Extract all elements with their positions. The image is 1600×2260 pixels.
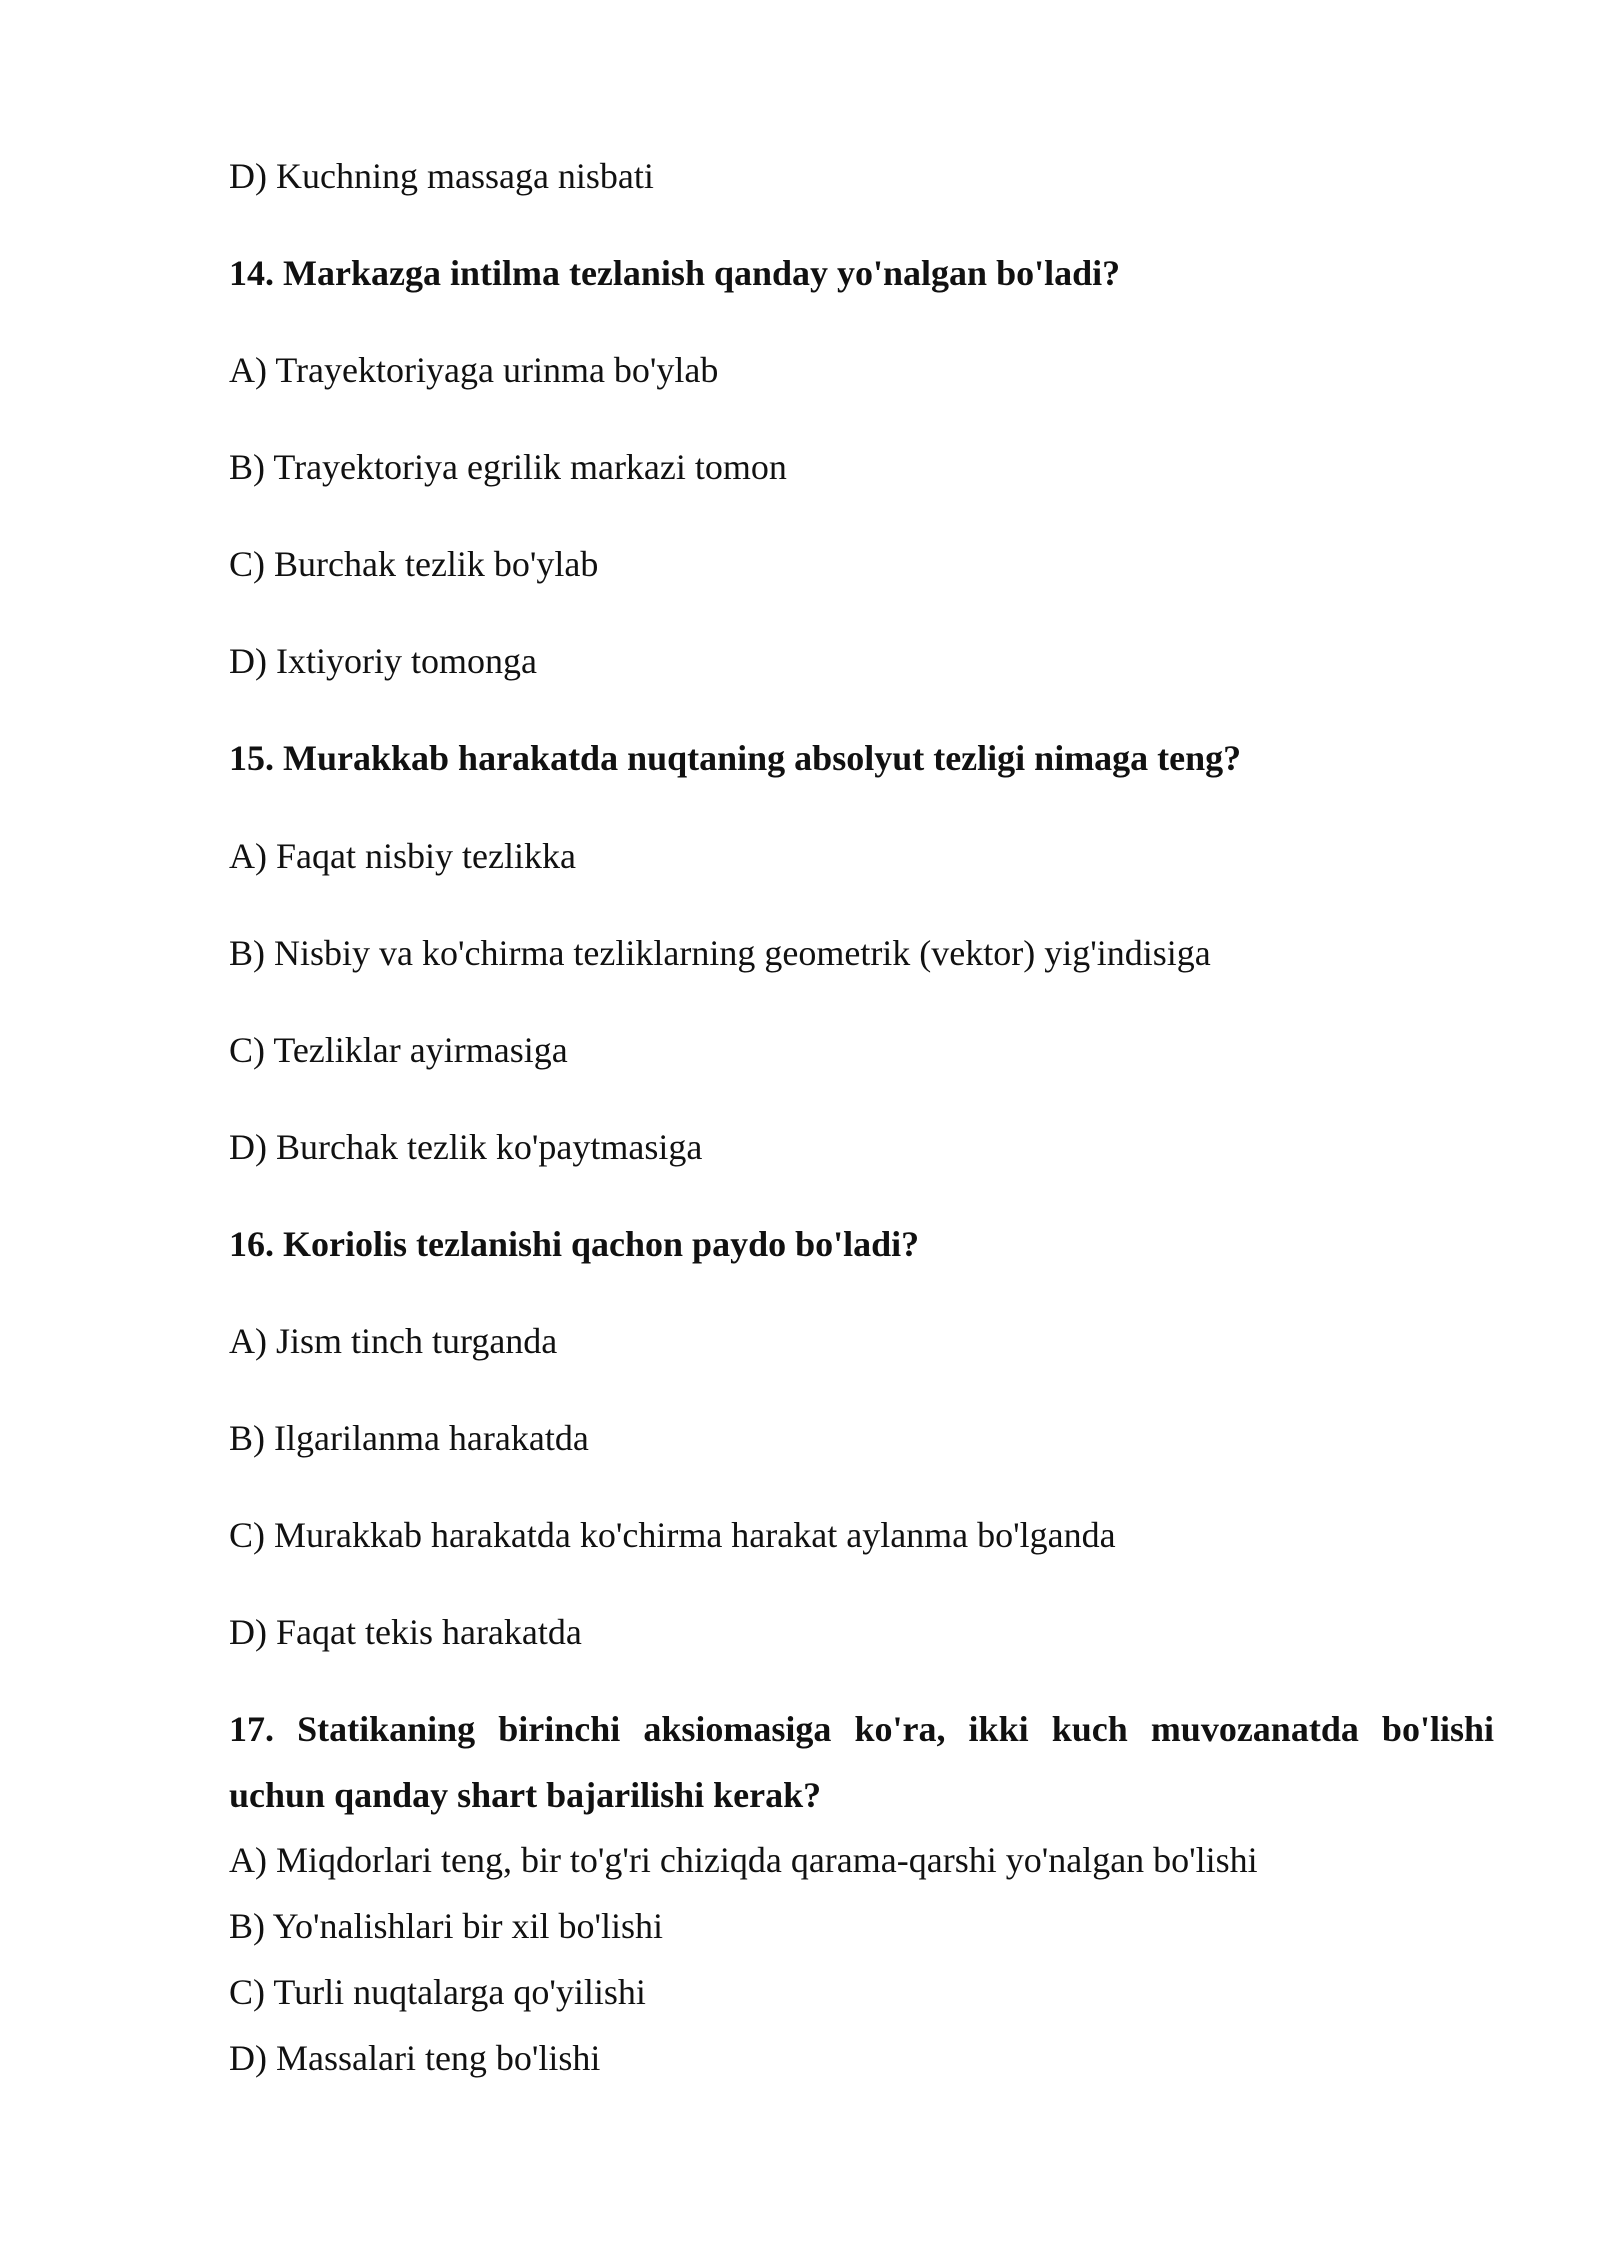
question-14-option-d: D) Ixtiyoriy tomonga bbox=[229, 641, 537, 681]
question-14-option-a: A) Trayektoriyaga urinma bo'ylab bbox=[229, 350, 719, 390]
question-15-option-b: B) Nisbiy va ko'chirma tezliklarning geometrik (vektor) yig'indisiga bbox=[229, 933, 1211, 973]
question-17-option-a: A) Miqdorlari teng, bir to'g'ri chiziqda qarama-qarshi yo'nalgan bo'lishi bbox=[229, 1840, 1258, 1880]
question-17-option-c: C) Turli nuqtalarga qo'yilishi bbox=[229, 1972, 646, 2012]
question-14-title: 14. Markazga intilma tezlanish qanday yo'nalgan bo'ladi? bbox=[229, 253, 1121, 293]
question-15-title: 15. Murakkab harakatda nuqtaning absolyut tezligi nimaga teng? bbox=[229, 738, 1242, 778]
question-14-option-c: C) Burchak tezlik bo'ylab bbox=[229, 544, 599, 584]
question-17-option-d: D) Massalari teng bo'lishi bbox=[229, 2038, 601, 2078]
question-15-option-a: A) Faqat nisbiy tezlikka bbox=[229, 836, 576, 876]
question-13-option-d: D) Kuchning massaga nisbati bbox=[229, 156, 654, 196]
question-16-option-a: A) Jism tinch turganda bbox=[229, 1321, 558, 1361]
question-17-title-line-2: uchun qanday shart bajarilishi kerak? bbox=[229, 1775, 822, 1815]
question-15-option-c: C) Tezliklar ayirmasiga bbox=[229, 1030, 568, 1070]
question-14-option-b: B) Trayektoriya egrilik markazi tomon bbox=[229, 447, 787, 487]
question-16-title: 16. Koriolis tezlanishi qachon paydo bo'ladi? bbox=[229, 1224, 920, 1264]
question-17-option-b: B) Yo'nalishlari bir xil bo'lishi bbox=[229, 1906, 664, 1946]
question-16-option-b: B) Ilgarilanma harakatda bbox=[229, 1418, 589, 1458]
question-16-option-c: C) Murakkab harakatda ko'chirma harakat aylanma bo'lganda bbox=[229, 1515, 1116, 1555]
question-15-option-d: D) Burchak tezlik ko'paytmasiga bbox=[229, 1127, 703, 1167]
question-17-title-line-1: 17. Statikaning birinchi aksiomasiga ko'ra, ikki kuch muvozanatda bo'lishi bbox=[229, 1709, 1494, 1749]
question-16-option-d: D) Faqat tekis harakatda bbox=[229, 1612, 582, 1652]
